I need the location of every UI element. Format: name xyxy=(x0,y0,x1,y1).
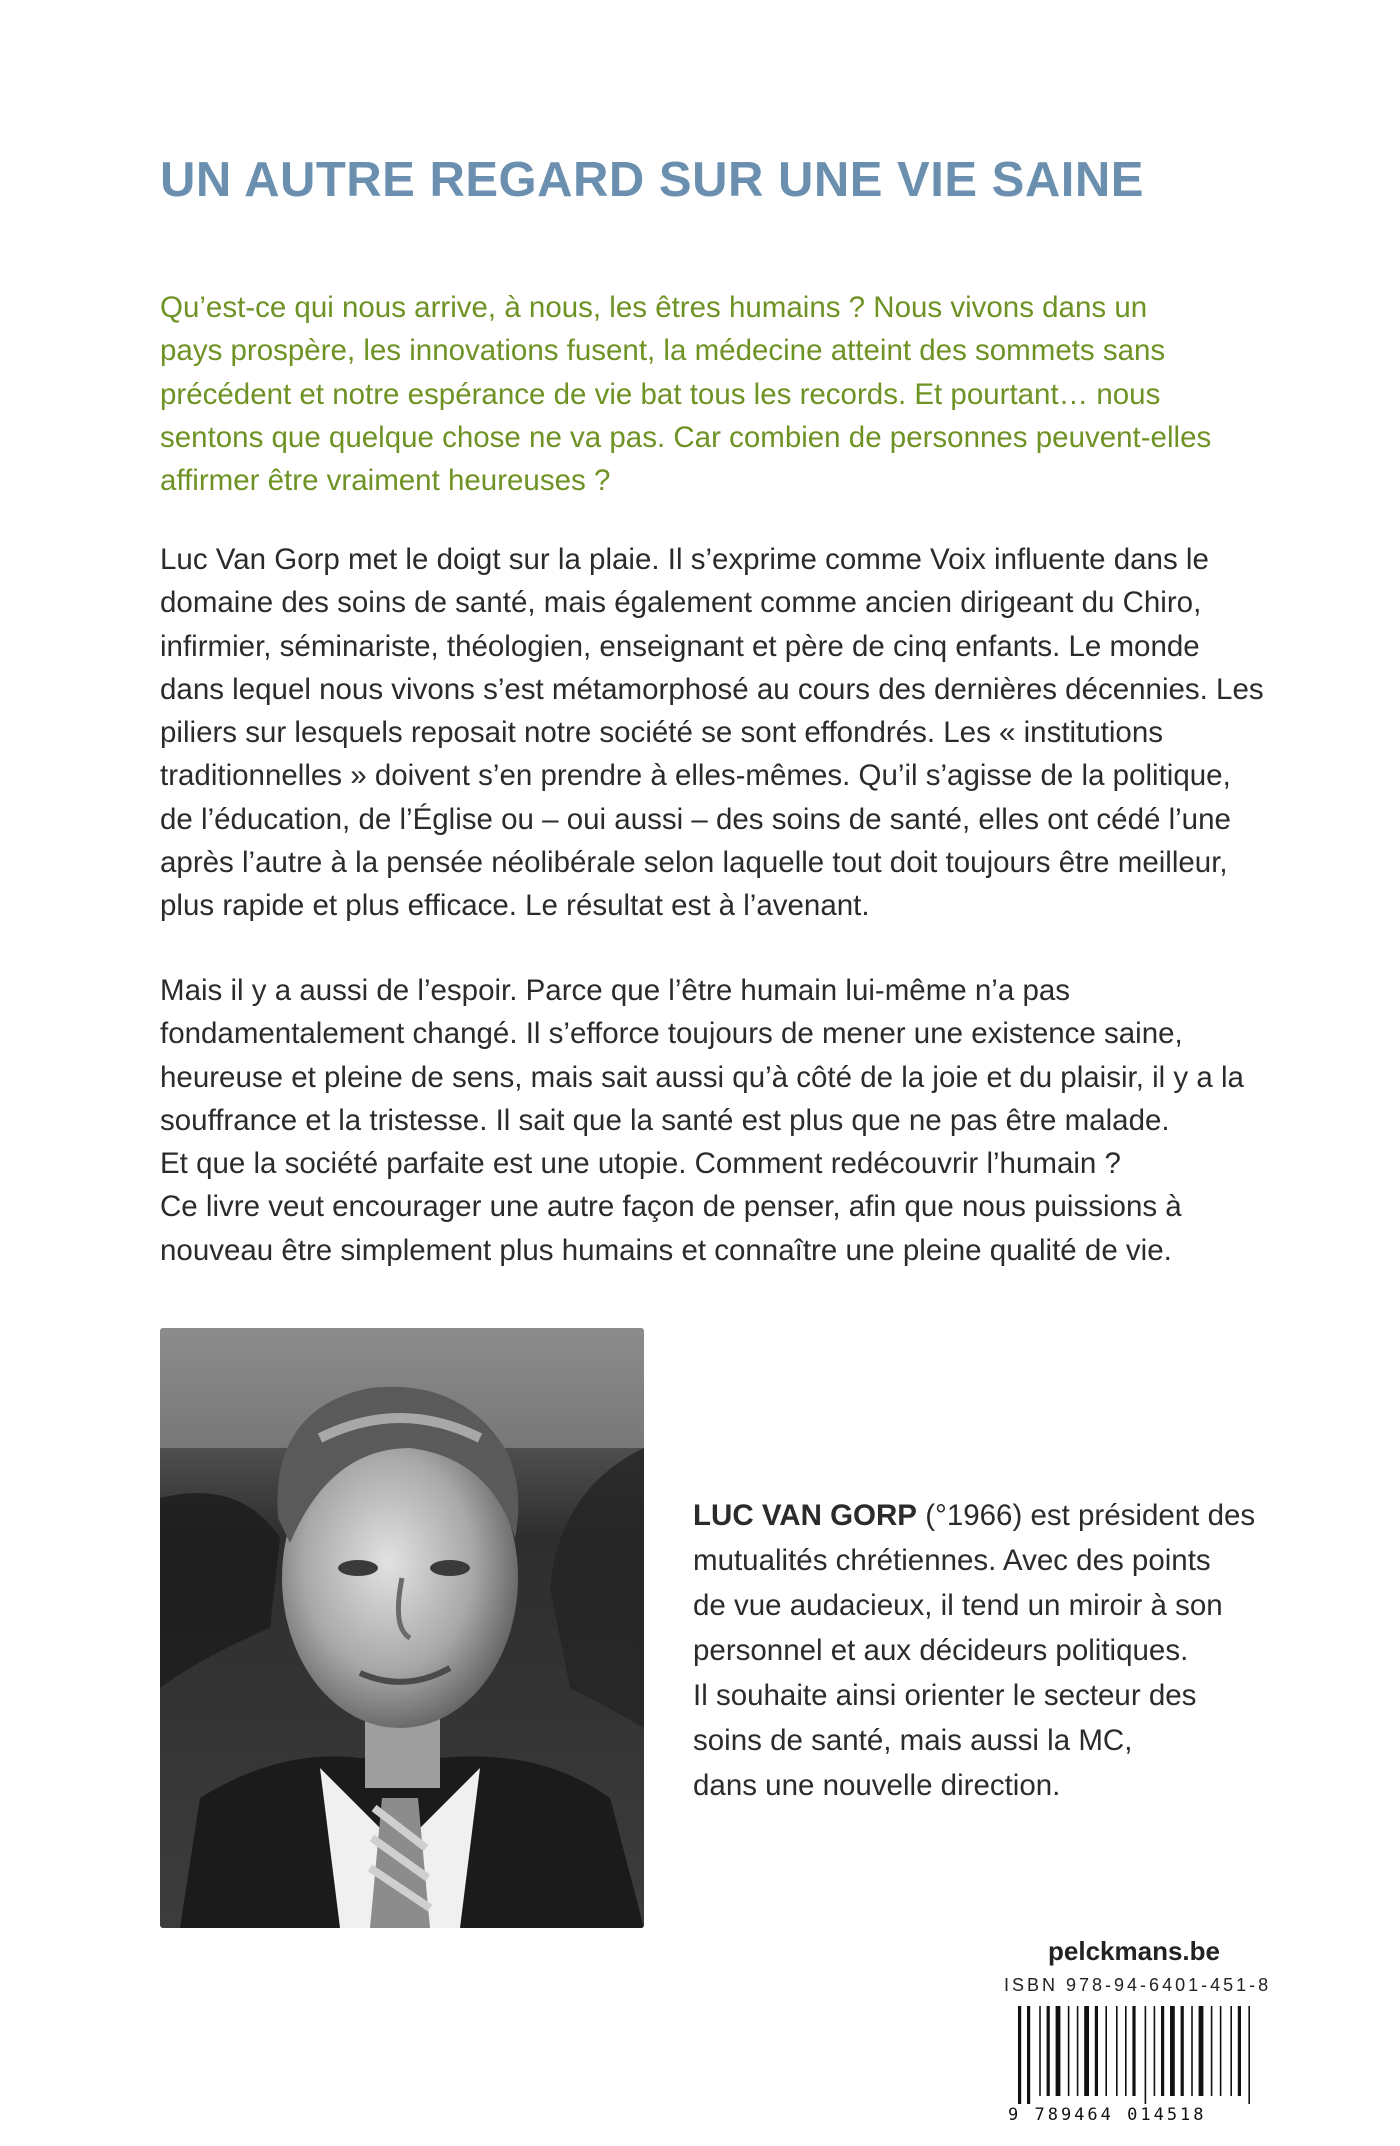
barcode-bar xyxy=(1018,2006,1021,2104)
intro-line: sentons que quelque chose ne va pas. Car combien de personnes peuvent-elles xyxy=(160,420,1212,454)
barcode-bar xyxy=(1132,2006,1135,2096)
barcode-bar xyxy=(1116,2006,1118,2096)
barcode-bar xyxy=(1230,2006,1232,2096)
publisher-website: pelckmans.be xyxy=(1048,1936,1220,1966)
author-portrait xyxy=(160,1328,644,1928)
barcode-bar xyxy=(1047,2006,1050,2096)
barcode-bar xyxy=(1170,2006,1175,2096)
body-line: Luc Van Gorp met le doigt sur la plaie. Il s’exprime comme Voix influente dans le xyxy=(160,543,1209,576)
bio-line xyxy=(693,1493,1293,1538)
body-line: Mais il y a aussi de l’espoir. Parce que l’être humain lui-même n’a pas xyxy=(160,974,1071,1007)
bio-line: dans une nouvelle direction. xyxy=(693,1769,1061,1802)
barcode-bar xyxy=(1248,2006,1250,2104)
body-line: traditionnelles » doivent s’en prendre à elles-mêmes. Qu’il s’agisse de la politique, xyxy=(160,759,1231,793)
barcode-bar xyxy=(1154,2006,1156,2096)
body-line: Ce livre veut encourager une autre façon de penser, afin que nous puissions à xyxy=(160,1190,1182,1224)
body-line: domaine des soins de santé, mais également comme ancien dirigeant du Chiro, xyxy=(160,586,1202,620)
bio-line: Il souhaite ainsi orienter le secteur des xyxy=(693,1679,1197,1712)
barcode-bar xyxy=(1095,2006,1098,2096)
body-line: plus rapide et plus efficace. Le résultat est à l’avenant. xyxy=(160,889,870,923)
cover-title: UN AUTRE REGARD SUR UNE VIE SAINE xyxy=(160,153,1144,207)
bio-line: de vue audacieux, il tend un miroir à son xyxy=(693,1589,1223,1622)
body-line: heureuse et pleine de sens, mais sait aussi qu’à côté de la joie et du plaisir, il y a la xyxy=(160,1060,1244,1094)
intro-paragraph xyxy=(160,286,1280,502)
intro-line: Qu’est-ce qui nous arrive, à nous, les êtres humains ? Nous vivons dans un xyxy=(160,291,1148,324)
barcode-bar xyxy=(1145,2006,1147,2104)
body-line: Et que la société parfaite est une utopie. Comment redécouvrir l’humain ? xyxy=(160,1147,1121,1181)
barcode-bar xyxy=(1238,2006,1241,2096)
barcode-bar xyxy=(1199,2006,1204,2096)
barcode-bar xyxy=(1161,2006,1164,2096)
body-line: infirmier, séminariste, théologien, enseignant et père de cinq enfants. Le monde xyxy=(160,629,1200,663)
intro-line: pays prospère, les innovations fusent, la médecine atteint des sommets sans xyxy=(160,334,1166,368)
author-name: LUC VAN GORP xyxy=(693,1499,917,1532)
barcode-bar xyxy=(1068,2006,1070,2096)
barcode-digits: 9 789464 014518 xyxy=(1008,2105,1207,2124)
body-line: souffrance et la tristesse. Il sait que la santé est plus que ne pas être malade. xyxy=(160,1103,1170,1137)
body-line: fondamentalement changé. Il s’efforce toujours de mener une existence saine, xyxy=(160,1017,1183,1051)
barcode-bar xyxy=(1027,2006,1030,2104)
body-line: dans lequel nous vivons s’est métamorphosé au cours des dernières décennies. Les xyxy=(160,672,1264,706)
barcode-bar xyxy=(1039,2006,1041,2096)
bio-line: mutualités chrétiennes. Avec des points xyxy=(693,1544,1211,1577)
barcode-bar xyxy=(1181,2006,1184,2096)
body-line: piliers sur lesquels reposait notre société se sont effondrés. Les « institutions xyxy=(160,716,1163,750)
author-bio xyxy=(693,1493,1293,1808)
body-line: après l’autre à la pensée néolibérale selon laquelle tout doit toujours être meilleur, xyxy=(160,846,1228,880)
body-line: de l’éducation, de l’Église ou – oui aussi – des soins de santé, elles ont cédé l’une xyxy=(160,802,1231,836)
barcode-bar xyxy=(1191,2006,1193,2096)
body-paragraph-2 xyxy=(160,538,1280,928)
barcode-bar xyxy=(1084,2006,1089,2096)
isbn-barcode xyxy=(1004,2004,1262,2124)
barcode-bar xyxy=(1105,2006,1107,2096)
bio-line: personnel et aux décideurs politiques. xyxy=(693,1634,1189,1667)
barcode-bar xyxy=(1125,2006,1127,2096)
isbn-label: ISBN 978-94-6401-451-8 xyxy=(1004,1975,1272,1995)
barcode-bar xyxy=(1211,2006,1213,2096)
intro-line: affirmer être vraiment heureuses ? xyxy=(160,464,611,498)
body-line: nouveau être simplement plus humains et connaître une pleine qualité de vie. xyxy=(160,1233,1172,1267)
bio-line: soins de santé, mais aussi la MC, xyxy=(693,1724,1133,1757)
barcode-bar xyxy=(1220,2006,1222,2096)
intro-line: précédent et notre espérance de vie bat tous les records. Et pourtant… nous xyxy=(160,377,1161,411)
body-paragraph-3 xyxy=(160,969,1280,1272)
barcode-bar xyxy=(1077,2006,1079,2096)
bio-first-line-rest: (°1966) est président des xyxy=(917,1499,1256,1532)
barcode-bar xyxy=(1056,2006,1061,2096)
